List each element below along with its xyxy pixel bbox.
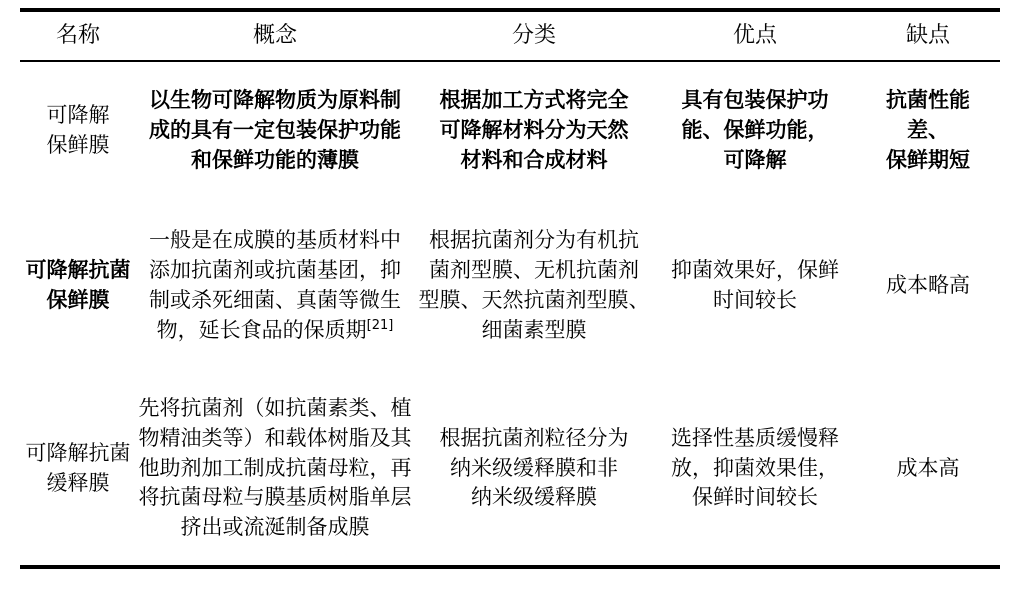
row1-name-cell	[20, 62, 136, 200]
row2-concept-line: 添加抗菌剂或抗菌基团，抑	[149, 258, 401, 283]
row2-classification-cell	[414, 200, 654, 372]
row3-advantages-cell	[654, 372, 856, 565]
row3-classification-line: 根据抗菌剂粒径分为	[439, 425, 629, 450]
row1-classification-line: 根据加工方式将完全	[439, 88, 629, 113]
row2-classification-line: 菌剂型膜、无机抗菌剂	[429, 258, 639, 283]
row3-concept-line: 挤出或流涎制备成膜	[180, 515, 370, 540]
row1-concept-line: 和保鲜功能的薄膜	[191, 147, 359, 172]
row3-concept-line: 他助剂加工制成抗菌母粒，再	[138, 455, 412, 480]
row3-concept-line: 物精油类等）和载体树脂及其	[138, 425, 412, 450]
row1-advantages-line: 能、保鲜功能，	[681, 118, 829, 143]
row3-classification-line: 纳米级缓释膜和非	[450, 455, 618, 480]
header-classification: 分类	[511, 23, 556, 49]
header-disadvantages: 缺点	[905, 23, 950, 49]
row2-name-line: 可降解抗菌	[25, 258, 131, 283]
row2-name-cell	[20, 200, 136, 372]
row1-classification-line: 可降解材料分为天然	[439, 118, 629, 143]
row3-concept-line: 先将抗菌剂（如抗菌素类、植	[138, 395, 412, 420]
row3-classification-line: 纳米级缓释膜	[471, 485, 597, 510]
row1-classification-cell	[414, 62, 654, 200]
citation-superscript: [21]	[366, 317, 394, 333]
row3-classification-cell	[414, 372, 654, 565]
row3-name-cell	[20, 372, 136, 565]
bottom-rule	[20, 565, 1000, 569]
row2-concept-cell	[136, 200, 414, 372]
header-advantages: 优点	[732, 23, 777, 49]
row1-concept-cell	[136, 62, 414, 200]
row2-advantages-line: 时间较长	[713, 288, 797, 312]
row3-advantages-line: 选择性基质缓慢释	[671, 425, 839, 450]
row2-concept-line: 制或杀死细菌、真菌等微生	[149, 288, 401, 312]
row1-advantages-line: 可降解	[723, 147, 787, 172]
row2-classification-line: 根据抗菌剂分为有机抗	[429, 228, 639, 253]
row3-concept-line: 将抗菌母粒与膜基质树脂单层	[138, 485, 412, 510]
header-concept: 概念	[252, 23, 297, 49]
header-name: 名称	[55, 23, 100, 49]
row1-name-line: 可降解	[46, 103, 110, 128]
row2-concept-line: 一般是在成膜的基质材料中	[149, 228, 401, 253]
row2-classification-line: 型膜、天然抗菌剂型膜、	[418, 288, 650, 312]
row3-name-line: 缓释膜	[46, 470, 110, 495]
row2-disadvantages-line: 成本略高	[886, 273, 970, 298]
row3-disadvantages-line: 成本高	[896, 455, 960, 480]
row1-disadvantages-line: 差、	[907, 118, 949, 143]
row1-concept-line: 以生物可降解物质为原料制	[149, 88, 401, 113]
row1-disadvantages-line: 保鲜期短	[886, 147, 970, 172]
row1-disadvantages-cell	[856, 62, 1000, 200]
row2-concept-last-text: 物，延长食品的保质期	[156, 317, 367, 342]
row1-advantages-line: 具有包装保护功	[681, 88, 829, 113]
row2-advantages-cell	[654, 200, 856, 372]
row1-disadvantages-line: 抗菌性能	[886, 88, 970, 113]
row2-advantages-line: 抑菌效果好，保鲜	[671, 258, 839, 283]
row3-name-line: 可降解抗菌	[25, 440, 131, 465]
row1-advantages-cell	[654, 62, 856, 200]
row3-advantages-line: 保鲜时间较长	[692, 485, 818, 510]
row1-name-line: 保鲜膜	[46, 133, 110, 157]
row2-name-line: 保鲜膜	[46, 288, 110, 312]
row3-concept-cell	[136, 372, 414, 565]
row1-concept-line: 成的具有一定包装保护功能	[149, 118, 401, 143]
row2-classification-line: 细菌素型膜	[481, 317, 587, 342]
row2-concept-line	[149, 316, 401, 346]
row3-disadvantages-cell	[856, 372, 1000, 565]
row2-disadvantages-cell	[856, 200, 1000, 372]
row3-advantages-line: 放，抑菌效果佳，	[671, 455, 839, 480]
row1-classification-line: 材料和合成材料	[460, 147, 608, 172]
